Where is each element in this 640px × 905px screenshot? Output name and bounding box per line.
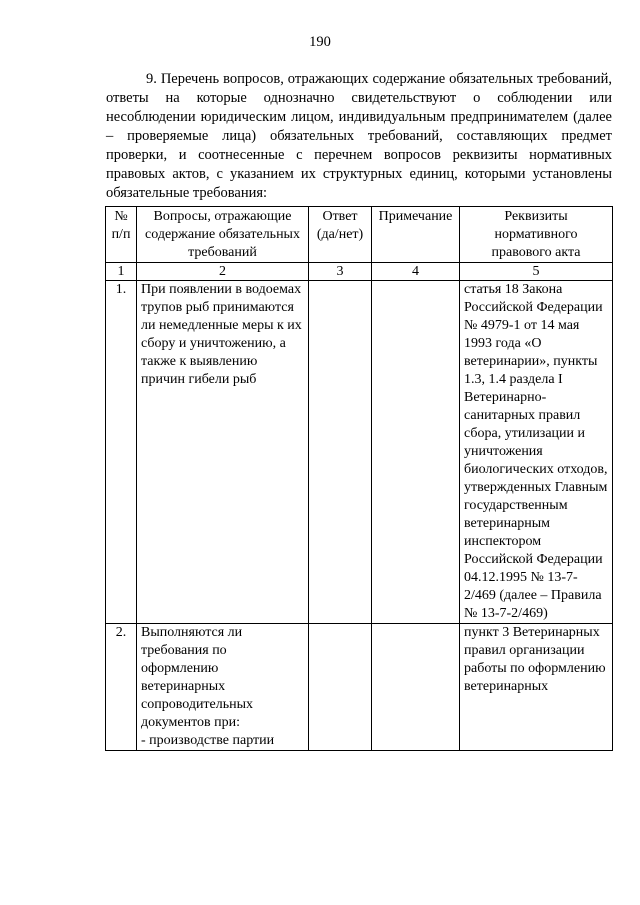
requirements-table [105, 206, 613, 751]
header-requisites: Реквизиты нормативного правового акта [460, 207, 613, 263]
answer-cell [309, 281, 372, 624]
header-answer: Ответ (да/нет) [309, 207, 372, 263]
page-number: 190 [309, 34, 331, 50]
row-number: 2. [106, 624, 137, 751]
table-row [106, 624, 613, 751]
column-number: 1 [106, 263, 137, 281]
table-row [106, 281, 613, 624]
column-number: 4 [372, 263, 460, 281]
note-cell [372, 281, 460, 624]
note-cell [372, 624, 460, 751]
header-note: Примечание [372, 207, 460, 263]
requisites-cell: статья 18 Закона Российской Федерации № 4979-1 от 14 мая 1993 года «О ветеринарии», пункты 1.3, 1.4 раздела I Ветеринарно-санитарных правил сбора, утилизации и уничтожения биологических отходов, утвержденных Главным государственным ветеринарным инспектором Российской Федерации 04.12.1995 № 13-7-2/469 (далее – Правила № 13-7-2/469) [460, 281, 613, 624]
question-cell: Выполняются ли требования по оформлению ветеринарных сопроводительных документов при: - производстве партии [137, 624, 309, 751]
intro-paragraph: 9. Перечень вопросов, отражающих содержание обязательных требований, ответы на которые однозначно свидетельствуют о соблюдении или несоблюдении юридическим лицом, индивидуальным предпринимателем (далее – проверяемые лица) обязательных требований, составляющих предмет проверки, и соотнесенные с перечнем вопросов реквизиты нормативных правовых актов, с указанием их структурных единиц, которыми установлены обязательные требования: [106, 71, 612, 201]
column-number: 5 [460, 263, 613, 281]
question-cell: При появлении в водоемах трупов рыб принимаются ли немедленные меры к их сбору и уничтожению, а также к выявлению причин гибели рыб [137, 281, 309, 624]
header-questions: Вопросы, отражающие содержание обязательных требований [137, 207, 309, 263]
header-number: № п/п [106, 207, 137, 263]
requisites-cell: пункт 3 Ветеринарных правил организации работы по оформлению ветеринарных [460, 624, 613, 751]
header-row [106, 207, 613, 263]
answer-cell [309, 624, 372, 751]
column-number: 2 [137, 263, 309, 281]
column-number: 3 [309, 263, 372, 281]
row-number: 1. [106, 281, 137, 624]
column-number-row [106, 263, 613, 281]
